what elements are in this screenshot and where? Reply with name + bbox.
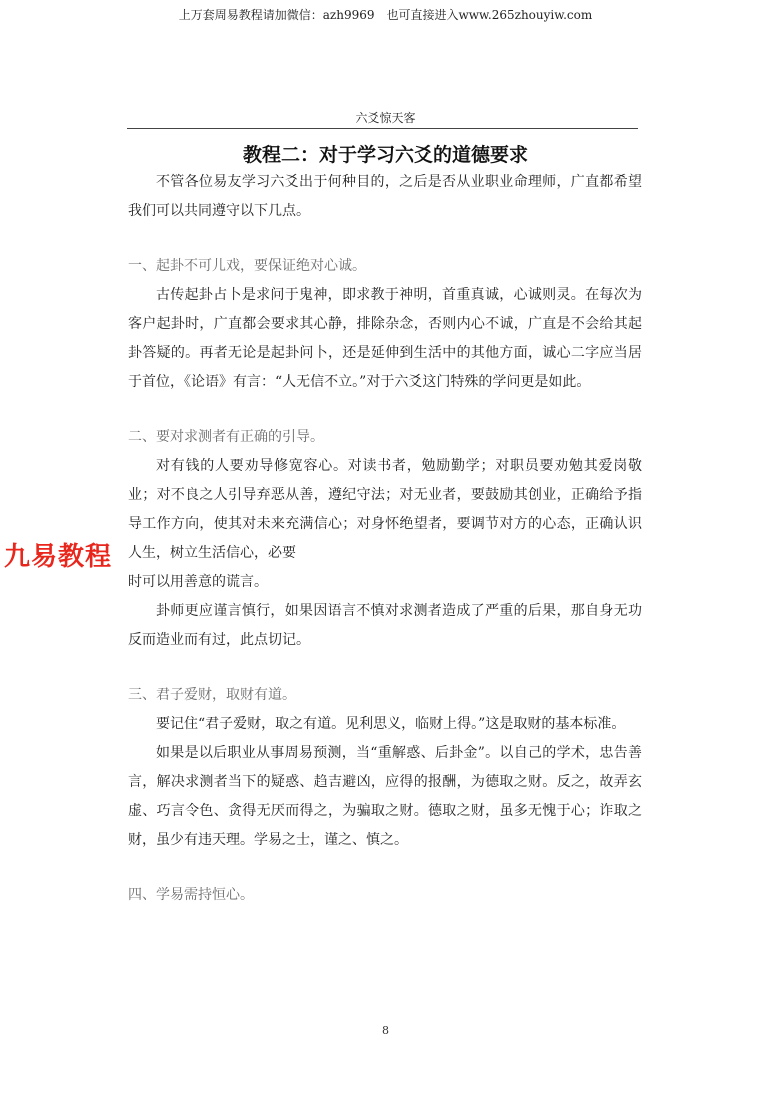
section-heading-2: 二、要对求测者有正确的引导。 [128, 429, 324, 445]
top-banner: 上万套周易教程请加微信：azh9969 也可直接进入www.265zhouyiw.com [178, 8, 593, 22]
page-title: 教程二：对于学习六爻的道德要求 [242, 144, 528, 166]
page-number: 8 [382, 1024, 389, 1037]
header-divider [127, 128, 638, 129]
intro-paragraph: 不管各位易友学习六爻出于何种目的，之后是否从业职业命理师，广直都希望我们可以共同遵守以下几点。 [128, 174, 642, 219]
section-heading-3: 三、君子爱财，取财有道。 [128, 687, 296, 703]
section-3-paragraph-2: 如果是以后职业从事周易预测，当“重解惑、后卦金”。以自己的学术，忠告善言，解决求测者当下的疑惑、趋吉避凶，应得的报酬，为德取之财。反之，故弄玄虚、巧言令色、贪得无厌而得之，为骗取之财。德取之财，虽多无愧于心；诈取之财，虽少有违天理。学易之士，谨之、慎之。 [128, 745, 642, 848]
section-2-paragraph-3: 卦师更应谨言慎行，如果因语言不慎对求测者造成了严重的后果，那自身无功反而造业而有过，此点切记。 [128, 603, 642, 648]
section-3-paragraph-1: 要记住“君子爱财，取之有道。见利思义，临财上得。”这是取财的基本标准。 [156, 716, 626, 732]
section-heading-4: 四、学易需持恒心。 [128, 887, 254, 903]
section-2-paragraph-1: 对有钱的人要劝导修宽容心。对读书者，勉励勤学；对职员要劝勉其爱岗敬业；对不良之人引导弃恶从善，遵纪守法；对无业者，要鼓励其创业，正确给予指导工作方向，使其对未来充满信心；对身怀绝望者，要调节对方的心态，正确认识人生，树立生活信心，必要 [128, 458, 642, 561]
watermark-logo: 九易教程 [4, 542, 113, 572]
document-body [128, 168, 642, 910]
section-heading-1: 一、起卦不可儿戏，要保证绝对心诚。 [128, 258, 366, 274]
section-1-paragraph-1: 古传起卦占卜是求问于鬼神，即求教于神明，首重真诚，心诚则灵。在每次为客户起卦时，广直都会要求其心静，排除杂念，否则内心不诚，广直是不会给其起卦答疑的。再者无论是起卦问卜，还是延伸到生活中的其他方面，诚心二字应当居于首位，《论语》有言：“人无信不立。”对于六爻这门特殊的学问更是如此。 [128, 287, 642, 390]
section-2-paragraph-2: 时可以用善意的谎言。 [128, 574, 268, 590]
running-header: 六爻惊天客 [355, 111, 416, 125]
